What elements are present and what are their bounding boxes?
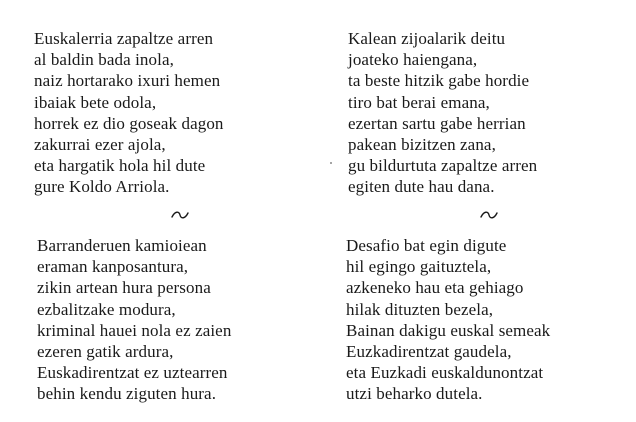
verse-line: Euskalerria zapaltze arren <box>34 29 214 48</box>
swash-ornament-icon <box>480 210 498 220</box>
verse-line: eta Euzkadi euskaldunontzat <box>346 363 544 383</box>
verse-line: ibaiak bete odola, <box>34 92 157 112</box>
verse-line: gu bildurtuta zapaltze arren <box>348 156 538 176</box>
verse-line: tiro bat berai emana, <box>348 92 490 112</box>
verse-line: kriminal hauei nola ez zaien <box>37 320 232 340</box>
verse-line: eta hargatik hola hil dute <box>34 156 206 176</box>
verse-line: joateko haiengana, <box>348 50 478 70</box>
verse-line: hil egingo gaituztela, <box>346 257 492 277</box>
stanza-1 <box>34 28 224 198</box>
verse-line: Euzkadirentzat gaudela, <box>346 342 512 362</box>
verse-line: zikin artean hura persona <box>37 278 211 298</box>
verse-line: utzi beharko dutela. <box>346 384 483 404</box>
verse-line: Desafio bat egin digute <box>346 236 507 255</box>
verse-line: pakean bizitzen zana, <box>348 135 496 155</box>
verse-line: eraman kanposantura, <box>37 257 189 277</box>
verse-line: azkeneko hau eta gehiago <box>346 278 524 298</box>
verse-line: ezertan sartu gabe herrian <box>348 113 526 133</box>
verse-line: Barranderuen kamioiean <box>37 236 207 255</box>
print-speck <box>330 162 332 164</box>
swash-ornament-icon <box>171 210 189 220</box>
verse-line: hilak dituzten bezela, <box>346 299 494 319</box>
verse-line: behin kendu ziguten hura. <box>37 384 217 404</box>
verse-line: al baldin bada inola, <box>34 50 174 70</box>
stanza-3 <box>37 235 231 405</box>
verse-line: zakurrai ezer ajola, <box>34 135 166 155</box>
verse-line: horrek ez dio goseak dagon <box>34 113 224 133</box>
verse-line: Bainan dakigu euskal semeak <box>346 320 551 340</box>
verse-line: Euskadirentzat ez uztearren <box>37 363 228 383</box>
verse-line: gure Koldo Arriola. <box>34 177 170 197</box>
stanza-4 <box>346 235 550 405</box>
verse-line: ta beste hitzik gabe hordie <box>348 71 530 91</box>
stanza-2 <box>348 28 537 198</box>
verse-line: naiz hortarako ixuri hemen <box>34 71 221 91</box>
verse-line: ezbalitzake modura, <box>37 299 176 319</box>
verse-line: ezeren gatik ardura, <box>37 342 174 362</box>
verse-line: egiten dute hau dana. <box>348 177 495 197</box>
verse-line: Kalean zijoalarik deitu <box>348 29 506 48</box>
